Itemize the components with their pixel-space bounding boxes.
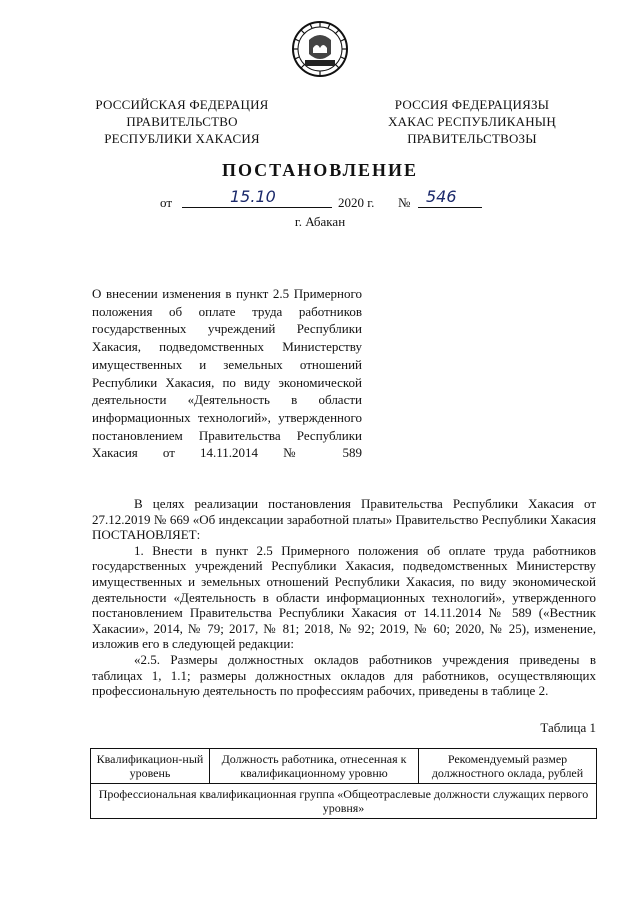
salary-table [90, 748, 597, 819]
subject-block: О внесении изменения в пункт 2.5 Примерного положения об оплате труда работников государственных учреждений Республики Хакасия, подведомственных Министерству имущественных и земельных отношений Республики Хакасия, по виду экономической деятельности «Деятельность в области информационных технологий», утвержденного постановлением Правительства Республики Хакасия от 14.11.2014 № 589 [92, 286, 362, 461]
header-right-line: ПРАВИТЕЛЬСТВОЗЫ [407, 131, 537, 146]
handwritten-date: 15.10 [230, 187, 276, 206]
date-underline [182, 207, 332, 208]
date-prefix: от [160, 195, 173, 210]
document-title: ПОСТАНОВЛЕНИЕ [221, 160, 419, 180]
table-group-row [91, 784, 597, 819]
paragraph: «2.5. Размеры должностных окладов работников учреждения приведены в таблицах 1, 1.1; размеры должностных окладов для работников, осуществляющих профессиональную деятельность по профессиям рабочих, приведены в таблице 2. [92, 651, 596, 699]
header-right-line: РОССИЯ ФЕДЕРАЦИЯЗЫ [394, 97, 550, 112]
header-right-block [372, 96, 572, 147]
body-text [92, 496, 596, 699]
table-group-cell: Профессиональная квалификационная группа «Общеотраслевые должности служащих первого уровня» [91, 784, 597, 819]
header-left-line: РОССИЙСКАЯ ФЕДЕРАЦИЯ [95, 97, 269, 112]
number-underline [418, 207, 482, 208]
table-header-row [91, 749, 597, 784]
table-header-cell: Квалификацион-ный уровень [91, 749, 210, 784]
handwritten-number: 546 [426, 187, 457, 206]
coat-of-arms-emblem [291, 20, 349, 78]
table-header-cell: Рекомендуемый размер должностного оклада, рублей [419, 749, 597, 784]
date-number-line [160, 187, 500, 213]
header-left-line: ПРАВИТЕЛЬСТВО [126, 114, 238, 129]
paragraph: В целях реализации постановления Правительства Республики Хакасия от 27.12.2019 № 669 «Об индексации заработной платы» Правительство Республики Хакасия ПОСТАНОВЛЯЕТ: [92, 496, 596, 543]
header-left-line: РЕСПУБЛИКИ ХАКАСИЯ [104, 131, 260, 146]
number-prefix: № [398, 195, 411, 210]
table-label: Таблица 1 [540, 720, 596, 735]
header-right-line: ХАКАС РЕСПУБЛИКАНЫҢ [388, 114, 556, 129]
paragraph: 1. Внести в пункт 2.5 Примерного положения об оплате труда работников государственных учреждений Республики Хакасия, подведомственных Министерству имущественных и земельных отношений Республики Хакасия, по виду экономической деятельности «Деятельность в области информационных технологий», утвержденного постановлением Правительства Республики Хакасия от 14.11.2014 № 589 («Вестник Хакасии», 2014, № 79; 2017, № 81; 2018, № 92; 2019, № 60; 2020, № 25), изменение, изложив его в следующей редакции: [92, 542, 596, 652]
header-left-block [82, 96, 282, 147]
year-label: 2020 г. [338, 195, 375, 210]
city-label: г. Абакан [294, 214, 346, 229]
table-header-cell: Должность работника, отнесенная к квалификационному уровню [210, 749, 419, 784]
